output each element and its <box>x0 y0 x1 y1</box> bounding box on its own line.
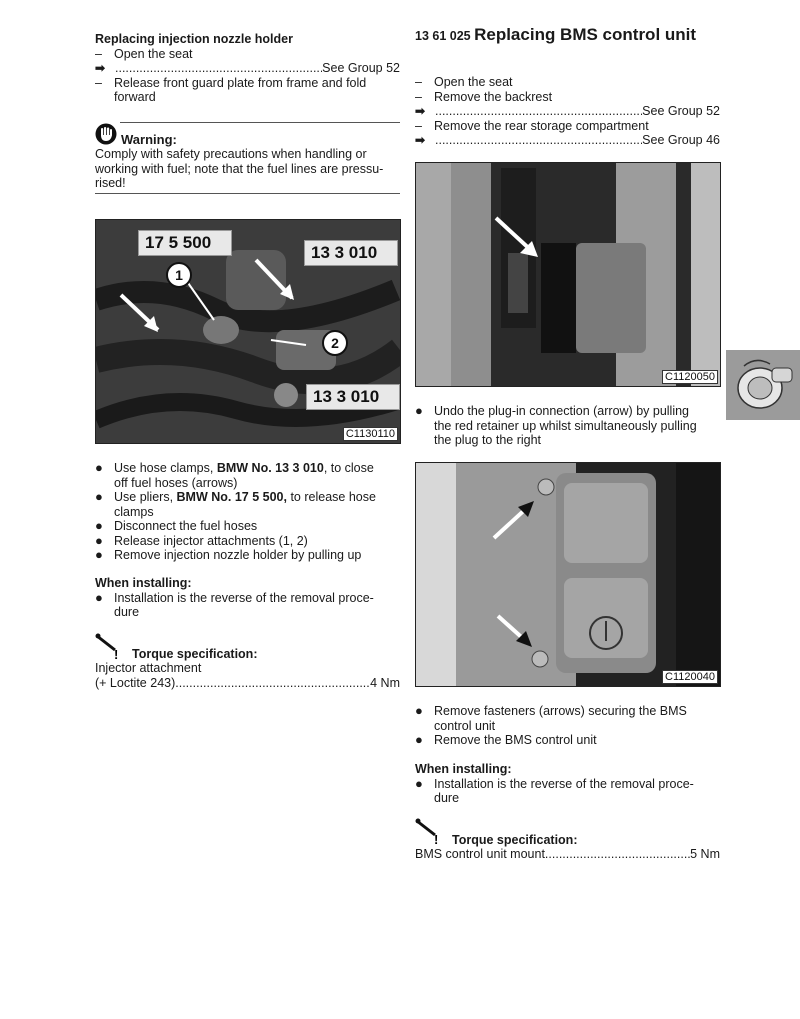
bullet-text-cont: dure <box>434 791 460 805</box>
torque-value-line <box>95 676 400 691</box>
bullet-text: Remove injection nozzle holder by pulling up <box>114 548 362 562</box>
bullet-text: Remove the BMS control unit <box>434 733 597 747</box>
photo-injection-nozzle <box>95 219 401 444</box>
left-installing <box>95 576 400 620</box>
bullet-text: to release hose <box>286 490 376 504</box>
svg-text:!: ! <box>114 647 119 661</box>
throttle-body-tab-icon <box>726 350 800 420</box>
torque-left <box>95 661 400 690</box>
photo-caption: C1130110 <box>343 427 398 441</box>
list-item <box>95 534 400 549</box>
svg-text:!: ! <box>434 832 439 846</box>
dash-marker: – <box>415 89 422 104</box>
list-item <box>415 777 720 806</box>
step-text: Open the seat <box>434 75 513 89</box>
torque-wrench-icon <box>95 633 125 661</box>
photo-bms-fasteners <box>415 462 721 687</box>
bullet-text-cont: control unit <box>434 718 496 733</box>
torque-title-left: Torque specification: <box>132 647 258 661</box>
torque-title-right: Torque specification: <box>452 833 578 847</box>
torque-value: 4 Nm <box>370 675 400 690</box>
bullet-text-cont: dure <box>114 605 140 619</box>
bullet-marker: ● <box>415 775 423 791</box>
step-open-seat <box>415 75 720 90</box>
bullet-text-cont: clamps <box>114 504 154 519</box>
bullet-text-cont: the plug to the right <box>434 433 542 447</box>
list-item <box>95 490 400 519</box>
photo-bms-fasteners-illustration <box>416 463 720 686</box>
list-item <box>95 519 400 534</box>
hand-warning-icon <box>95 123 117 145</box>
list-item <box>95 461 400 490</box>
bullet-tool-number: BMW No. 17 5 500, <box>176 490 287 504</box>
step-text: Remove the rear storage compartment <box>434 118 649 133</box>
ref-arrow-icon: ➡ <box>415 104 426 118</box>
bullet-text: Installation is the reverse of the removal proce- <box>434 776 694 791</box>
callout-1: 1 <box>166 262 192 288</box>
leader-dots <box>115 61 322 76</box>
bullet-marker: ● <box>95 589 103 605</box>
warning-line: working with fuel; note that the fuel lines are pressu- <box>95 161 384 176</box>
warning-line: rised! <box>95 176 126 190</box>
warning-title: Warning: <box>121 132 177 147</box>
step-text: Open the seat <box>114 46 193 61</box>
bullet-text: Release injector attachments (1, 2) <box>114 533 308 548</box>
leader-dots <box>545 847 690 862</box>
dash-marker: – <box>95 75 102 90</box>
bullet-marker: ● <box>95 532 103 548</box>
ref-see-group-52 <box>95 61 400 76</box>
step-text-cont: forward <box>114 90 156 104</box>
right-bullet-1 <box>415 404 720 448</box>
left-bullet-list <box>95 461 400 563</box>
warning-top-rule <box>120 122 400 123</box>
bullet-text: Use pliers, <box>114 490 177 504</box>
torque-label: (+ Loctite 243) <box>95 675 176 690</box>
bullet-marker: ● <box>415 403 423 418</box>
bullet-text: Disconnect the fuel hoses <box>114 519 258 533</box>
torque-value-line-right <box>415 847 720 862</box>
bullet-marker: ● <box>415 703 423 718</box>
warning-bottom-rule <box>95 193 400 194</box>
step-open-seat <box>95 47 400 62</box>
bullet-text-cont: the red retainer up whilst simultaneously pulling <box>434 418 697 433</box>
torque-line: Injector attachment <box>95 661 202 675</box>
torque-label: BMS control unit mount <box>415 847 545 861</box>
left-column <box>95 32 400 105</box>
installing-title: When installing: <box>415 762 512 776</box>
warning-text <box>95 147 400 191</box>
dash-marker: – <box>415 75 422 89</box>
step-release-guard <box>95 76 400 105</box>
leader-dots <box>175 676 370 691</box>
ref-arrow-icon: ➡ <box>415 133 426 147</box>
right-steps <box>415 75 720 148</box>
bullet-text: Undo the plug-in connection (arrow) by pulling <box>434 404 690 418</box>
callout-2: 2 <box>322 330 348 356</box>
bullet-text-cont: off fuel hoses (arrows) <box>114 475 238 490</box>
tool-label-13-3-010-bottom: 13 3 010 <box>306 384 400 410</box>
ref-text: See Group 52 <box>642 104 720 118</box>
section-title-bms: Replacing BMS control unit <box>474 25 697 44</box>
right-installing <box>415 762 720 806</box>
tool-label-13-3-010-top: 13 3 010 <box>304 240 398 266</box>
bullet-marker: ● <box>95 518 103 533</box>
photo-bms-plug <box>415 162 721 387</box>
leader-dots <box>435 133 642 148</box>
list-item <box>95 591 400 620</box>
dash-marker: – <box>95 46 102 61</box>
dash-marker: – <box>415 118 422 133</box>
ref-see-group-52 <box>415 104 720 119</box>
bullet-marker: ● <box>95 460 103 475</box>
bullet-text: Remove fasteners (arrows) securing the BMS <box>434 704 687 718</box>
bullet-marker: ● <box>95 547 103 562</box>
ref-arrow-icon: ➡ <box>95 61 106 75</box>
photo-bms-plug-illustration <box>416 163 720 386</box>
section-code: 13 61 025 <box>415 29 471 43</box>
ref-see-group-46 <box>415 133 720 148</box>
warning-line: Comply with safety precautions when handling or <box>95 147 367 161</box>
chapter-tab <box>726 350 800 420</box>
bullet-tool-number: BMW No. 13 3 010 <box>216 461 324 475</box>
right-bullets-2 <box>415 704 720 748</box>
step-remove-storage <box>415 119 720 134</box>
ref-text: See Group 52 <box>322 61 400 75</box>
bullet-marker: ● <box>95 489 103 504</box>
photo-caption: C1120040 <box>662 670 718 684</box>
tool-label-17-5-500: 17 5 500 <box>138 230 232 256</box>
torque-wrench-icon <box>415 818 445 846</box>
bullet-text: Installation is the reverse of the removal proce- <box>114 590 374 605</box>
section-title-injection: Replacing injection nozzle holder <box>95 32 293 46</box>
photo-caption: C1120050 <box>662 370 718 384</box>
bullet-text: Use hose clamps, <box>114 461 217 475</box>
leader-dots <box>435 104 642 119</box>
step-remove-backrest <box>415 90 720 105</box>
list-item <box>415 704 720 733</box>
list-item <box>415 404 720 448</box>
bullet-marker: ● <box>415 732 423 747</box>
step-text: Remove the backrest <box>434 89 553 104</box>
step-text: Release front guard plate from frame and fold <box>114 75 367 90</box>
list-item <box>415 733 720 748</box>
list-item <box>95 548 400 563</box>
bullet-text: , to close <box>323 461 374 475</box>
right-header <box>415 25 725 44</box>
ref-text: See Group 46 <box>642 133 720 147</box>
torque-value: 5 Nm <box>690 847 720 861</box>
installing-title: When installing: <box>95 576 192 590</box>
